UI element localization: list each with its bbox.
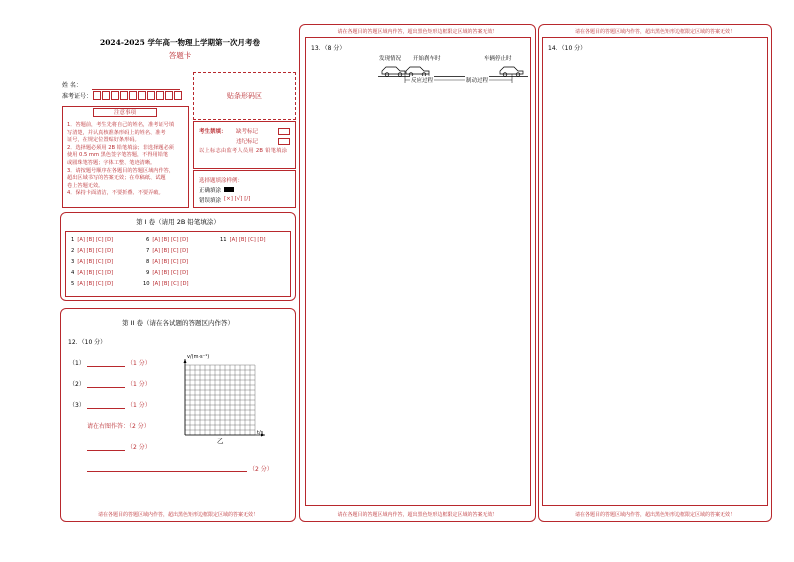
q12-draw-note: 请在右图作答：（2 分） [87, 423, 150, 430]
q12-pts3: （1 分） [127, 402, 151, 409]
q12-sub2: （2） [69, 381, 85, 388]
car-label-2: 开始刹车时 [413, 56, 441, 62]
q12-pts4: （2 分） [127, 444, 151, 451]
q12-blank1[interactable] [87, 358, 125, 367]
q12-sub3: （3） [69, 402, 85, 409]
warning-right-bottom: 请在各题目的答题区域内作答，超出黑色矩形边框限定区域的答案无效！ [574, 512, 735, 518]
graph-caption: 乙 [217, 437, 224, 445]
warning-left: 请在各题目的答题区域内作答，超出黑色矩形边框限定区域的答案无效！ [97, 512, 258, 518]
notice-line: 1．答题前，考生先将自己的姓名，准考证号填 [67, 122, 175, 128]
q12-blank3[interactable] [87, 400, 125, 409]
absent-checkbox[interactable] [278, 128, 290, 135]
q12-label: 12．（10 分） [68, 339, 107, 346]
fill-sample-box [193, 170, 296, 208]
notice-line: 或圆珠笔答题；字体工整、笔迹清晰。 [67, 160, 156, 166]
car-diagram [378, 60, 528, 84]
answer-row[interactable]: 4 [A] [B] [C] [D] [71, 270, 114, 276]
notice-line: 3．请按题号顺序在各题目的答题区域内作答， [67, 167, 175, 174]
part2-heading: 第 II 卷（请在各试题的答题区内作答） [122, 319, 234, 327]
correct-label: 正确填涂 [199, 188, 222, 194]
barcode-area [193, 72, 296, 120]
notice-line: 写清楚，并认真核准条形码上的姓名、准考 [67, 129, 166, 136]
car-icon [382, 67, 405, 76]
barcode-label: 贴条形码区 [227, 92, 262, 100]
q12-pts2: （1 分） [127, 381, 151, 388]
notice-lines [67, 122, 187, 207]
answer-row[interactable]: 5 [A] [B] [C] [D] [71, 281, 114, 287]
candidate-marks-box [193, 121, 296, 169]
car-label-3: 车辆停止时 [484, 56, 512, 62]
wrong-samples: [×] [√] [/] [224, 196, 251, 202]
ticket-number-boxes[interactable] [93, 91, 183, 100]
answer-row[interactable]: 6 [A] [B] [C] [D] [146, 237, 189, 243]
warning-mid-top: 请在各题目的答题区域内作答，超出黑色矩形边框限定区域的答案无效！ [337, 29, 498, 35]
ticket-label: 准考证号： [62, 93, 93, 100]
name-label: 姓 名： [62, 82, 82, 89]
notice-line: 超出区域书写的答案无效；在草稿纸、试题 [67, 175, 166, 182]
car-icon [500, 67, 523, 76]
q12-pts5: （2 分） [249, 466, 273, 473]
notice-line: 卷上答题无效。 [67, 182, 104, 189]
notice-heading: 注意事项 [93, 108, 157, 117]
notice-line: 证号，在规定位置贴好条形码。 [67, 137, 140, 144]
answer-row[interactable]: 10 [A] [B] [C] [D] [143, 281, 189, 287]
q12-pts1: （1 分） [127, 360, 151, 367]
q13-label: 13．（8 分） [311, 45, 346, 52]
warning-mid-bottom: 请在各题目的答题区域内作答，超出黑色矩形边框限定区域的答案无效！ [337, 512, 498, 518]
answer-row[interactable]: 7 [A] [B] [C] [D] [146, 248, 189, 254]
answer-row[interactable]: 9 [A] [B] [C] [D] [146, 270, 189, 276]
q12-long-blank[interactable] [87, 463, 247, 472]
segment-label-2: 制动过程 [466, 78, 489, 84]
marks-note: 以上标志由监考人员用 2B 铅笔填涂 [199, 148, 288, 154]
page-title: 2024-2025 学年高一物理上学期第一次月考卷 [100, 38, 260, 47]
graph-ylabel: v/(m·s⁻¹) [187, 354, 210, 360]
correct-sample [224, 187, 234, 192]
car-icon [406, 67, 429, 76]
graph-xlabel: t/s [257, 430, 264, 436]
cheat-label: 违纪标记 [236, 139, 259, 145]
answer-row[interactable]: 1 [A] [B] [C] [D] [71, 237, 114, 243]
graph-grid-lines [185, 365, 255, 435]
part1-heading: 第 I 卷（请用 2B 铅笔填涂） [136, 218, 220, 226]
q12-sub1: （1） [69, 360, 85, 367]
fill-title: 选择题填涂样例： [199, 178, 244, 184]
name-field[interactable] [92, 82, 180, 90]
segment-label-1: 反应过程 [411, 78, 434, 84]
notice-line: 使用 0.5 mm 黑色签字笔答题，不得用铅笔 [67, 152, 169, 159]
warning-right-top: 请在各题目的答题区域内作答，超出黑色矩形边框限定区域的答案无效！ [574, 29, 735, 35]
notice-box [62, 106, 189, 208]
part1-answer-box [65, 231, 291, 297]
part2-section [60, 308, 296, 522]
car-label-1: 发现情况 [379, 56, 402, 62]
absent-label: 缺考标记 [236, 129, 259, 135]
page-subtitle: 答题卡 [168, 51, 192, 60]
notice-line: 2．选择题必须用 2B 铅笔填涂；非选择题必须 [67, 144, 174, 151]
answer-row[interactable]: 8 [A] [B] [C] [D] [146, 259, 189, 265]
candidate-label: 考生禁填： [199, 129, 227, 135]
q13-answer-area[interactable] [305, 37, 531, 506]
answer-row[interactable]: 2 [A] [B] [C] [D] [71, 248, 114, 254]
q12-blank4[interactable] [87, 442, 125, 451]
answer-row[interactable]: 3 [A] [B] [C] [D] [71, 259, 114, 265]
wrong-label: 错误填涂 [199, 198, 222, 204]
notice-line: 4．保持卡面清洁，不要折叠、不要弄破。 [67, 190, 164, 197]
q14-label: 14．（10 分） [548, 45, 587, 52]
cheat-checkbox[interactable] [278, 138, 290, 145]
graph-y-arrow [184, 359, 187, 363]
q12-blank2[interactable] [87, 379, 125, 388]
vt-graph-grid[interactable] [179, 359, 265, 437]
q14-answer-area[interactable] [542, 37, 768, 506]
answer-row[interactable]: 11 [A] [B] [C] [D] [220, 237, 266, 243]
part1-section [60, 212, 296, 301]
